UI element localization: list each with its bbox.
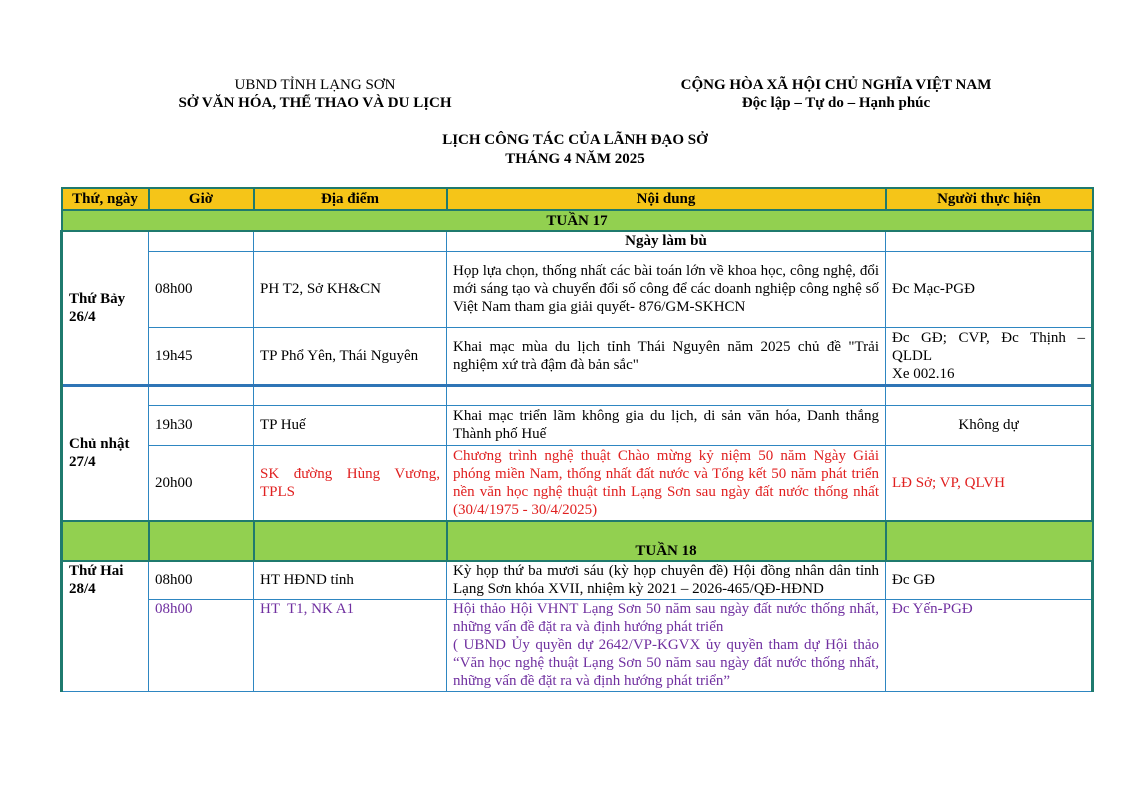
content-note: ( UBND Ủy quyền dự 2642/VP-KGVX ủy quyền tham dự Hội thảo “Văn học nghệ thuật Lạng Sơn 50 năm sau ngày đất nước thống nhất, những vấn đề đặt ra và định hướng phát triển” xyxy=(453,636,879,689)
col-header-person: Người thực hiện xyxy=(886,188,1093,210)
content-cell: Họp lựa chọn, thống nhất các bài toán lớn về khoa học, công nghệ, đổi mới sáng tạo và chuyển đổi số công để các doanh nghiệp công nghệ số Việt Nam tham gia giải quyết- 876/GM-SKHCN xyxy=(447,251,886,327)
day-name: Chủ nhật xyxy=(69,436,130,453)
table-header-row xyxy=(62,188,1093,210)
col-header-place: Địa điểm xyxy=(254,188,447,210)
week-row xyxy=(62,521,1093,561)
week-18-label: TUẦN 18 xyxy=(447,521,886,561)
day-cell xyxy=(62,385,149,521)
nation-header xyxy=(640,76,1032,112)
content-cell: Kỳ họp thứ ba mươi sáu (kỳ họp chuyên đề) Hội đồng nhân dân tỉnh Lạng Sơn khóa XVII, nhiệm kỳ 2021 – 2026-465/QĐ-HĐND xyxy=(447,561,886,599)
table-row xyxy=(62,385,1093,405)
time-cell: 19h45 xyxy=(149,327,254,385)
content-cell: Chương trình nghệ thuật Chào mừng kỷ niệm 50 năm Ngày Giải phóng miền Nam, thống nhất đất nước và Tổng kết 50 năm phát triển nền văn học nghệ thuật tỉnh Lạng Sơn sau ngày đất nước thống nhất (30/4/1975 - 30/4/2025) xyxy=(447,445,886,521)
place-cell: TP Huế xyxy=(254,405,447,445)
table-row xyxy=(62,251,1093,327)
week-17-label: TUẦN 17 xyxy=(62,210,1093,231)
day-date: 28/4 xyxy=(69,581,96,597)
table-row xyxy=(62,405,1093,445)
place-cell: TP Phổ Yên, Thái Nguyên xyxy=(254,327,447,385)
time-cell: 08h00 xyxy=(149,561,254,599)
col-header-content: Nội dung xyxy=(447,188,886,210)
col-header-time: Giờ xyxy=(149,188,254,210)
content-cell xyxy=(447,599,886,691)
week-row xyxy=(62,210,1093,231)
person-cell: Đc Mạc-PGĐ xyxy=(886,251,1093,327)
person-cell: LĐ Sở; VP, QLVH xyxy=(886,445,1093,521)
col-header-day: Thứ, ngày xyxy=(62,188,149,210)
place-cell: HT HĐND tỉnh xyxy=(254,561,447,599)
day-date: 26/4 xyxy=(69,308,96,325)
schedule-table xyxy=(60,187,1094,692)
place-cell: SK đường Hùng Vương, TPLS xyxy=(254,445,447,521)
person-cell: Đc Yến-PGĐ xyxy=(886,599,1093,691)
person-cell: Đc GĐ xyxy=(886,561,1093,599)
title-line2: THÁNG 4 NĂM 2025 xyxy=(505,151,645,167)
day-date: 27/4 xyxy=(69,454,96,471)
person-cell xyxy=(886,327,1093,385)
vehicle-text: Xe 002.16 xyxy=(892,365,955,382)
day-cell xyxy=(62,231,149,385)
person-cell: Không dự xyxy=(886,405,1093,445)
time-cell: 20h00 xyxy=(149,445,254,521)
time-cell: 08h00 xyxy=(149,251,254,327)
organization-header xyxy=(160,76,470,112)
day-cell xyxy=(62,561,149,691)
table-row xyxy=(62,599,1093,691)
day-name: Thứ Bảy xyxy=(69,290,126,307)
org-line2: SỞ VĂN HÓA, THỂ THAO VÀ DU LỊCH xyxy=(178,95,452,111)
table-row xyxy=(62,327,1093,385)
place-cell: HT T1, NK A1 xyxy=(254,599,447,691)
time-cell: 08h00 xyxy=(149,599,254,691)
place-cell: PH T2, Sở KH&CN xyxy=(254,251,447,327)
table-row xyxy=(62,231,1093,251)
table-row xyxy=(62,561,1093,599)
content-cell: Khai mạc triển lãm không gia du lịch, di sản văn hóa, Danh thắng Thành phố Huế xyxy=(447,405,886,445)
nation-line1: CỘNG HÒA XÃ HỘI CHỦ NGHĨA VIỆT NAM xyxy=(680,77,992,93)
document-title xyxy=(300,131,850,169)
table-row xyxy=(62,445,1093,521)
title-line1: LỊCH CÔNG TÁC CỦA LÃNH ĐẠO SỞ xyxy=(442,132,708,148)
content-cell: Khai mạc mùa du lịch tỉnh Thái Nguyên năm 2025 chủ đề "Trải nghiệm xứ trà đậm đà bản sắc" xyxy=(447,327,886,385)
day-name: Thứ Hai xyxy=(69,563,124,579)
time-cell: 19h30 xyxy=(149,405,254,445)
person-text: Đc GĐ; CVP, Đc Thịnh – QLDL xyxy=(892,329,1085,364)
org-line1: UBND TỈNH LẠNG SƠN xyxy=(234,77,396,93)
nation-line2: Độc lập – Tự do – Hạnh phúc xyxy=(741,95,931,111)
content-text: Hội thảo Hội VHNT Lạng Sơn 50 năm sau ngày đất nước thống nhất, những vấn đề đặt ra và định hướng phát triển xyxy=(453,600,879,635)
workday-note: Ngày làm bù xyxy=(447,231,886,251)
